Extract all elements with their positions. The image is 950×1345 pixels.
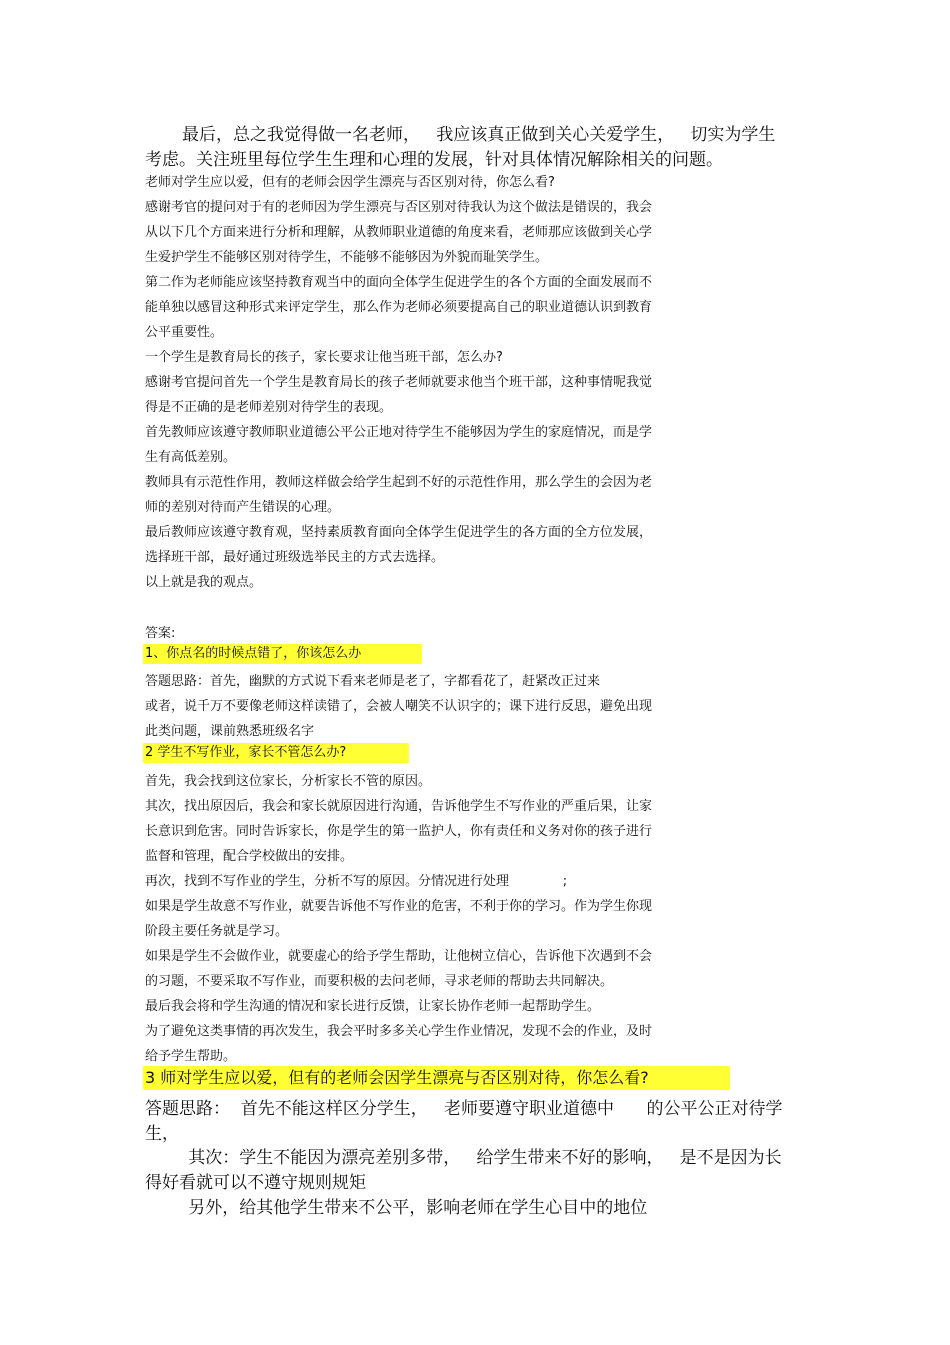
question-beauty: 老师对学生应以爱，但有的老师会因学生漂亮与否区别对待，你怎么看? — [145, 175, 555, 190]
paragraph-line: 如果是学生不会做作业，就要虚心的给予学生帮助，让他树立信心，告诉他下次遇到不会 — [145, 949, 653, 964]
paragraph-line: 阶段主要任务就是学习。 — [145, 924, 289, 939]
paragraph-line: 如果是学生故意不写作业，就要告诉他不写作业的危害，不利于你的学习。作为学生你现 — [145, 899, 653, 914]
answer-3-heading: 3 师对学生应以爱，但有的老师会因学生漂亮与否区别对待，你怎么看? — [143, 1066, 730, 1090]
paragraph-line: 得是不正确的是老师差别对待学生的表现。 — [145, 400, 393, 415]
paragraph-line: 首先，我会找到这位家长，分析家长不管的原因。 — [145, 774, 432, 789]
paragraph-line: 答题思路： 首先不能这样区分学生， 老师要遵守职业道德中 的公平公正对待学 — [145, 1099, 783, 1119]
answers-label: 答案: — [145, 626, 176, 641]
paragraph-line: 最后教师应该遵守教育观，坚持素质教育面向全体学生促进学生的各方面的全方位发展， — [145, 525, 653, 540]
paragraph-line: 从以下几个方面来进行分析和理解，从教师职业道德的角度来看，老师那应该做到关心学 — [145, 225, 653, 240]
paragraph-line: 答题思路：首先，幽默的方式说下看来老师是老了，字都看花了，赶紧改正过来 — [145, 674, 601, 689]
paragraph-line: 给予学生帮助。 — [145, 1049, 237, 1064]
paragraph-line: 生有高低差别。 — [145, 450, 237, 465]
paragraph-line: 选择班干部，最好通过班级选举民主的方式去选择。 — [145, 550, 445, 565]
paragraph-line: 以上就是我的观点。 — [145, 575, 263, 590]
paragraph-line: 此类问题，课前熟悉班级名字 — [145, 724, 315, 739]
intro-line-1: 最后，总之我觉得做一名老师， 我应该真正做到关心关爱学生， 切实为学生 — [182, 125, 776, 145]
paragraph-line: 感谢考官提问首先一个学生是教育局长的孩子老师就要求他当个班干部，这种事情呢我觉 — [145, 375, 653, 390]
paragraph-line: 师的差别对待而产生错误的心理。 — [145, 500, 341, 515]
paragraph-line: 再次，找到不写作业的学生，分析不写的原因。分情况进行处理 ; — [145, 874, 568, 889]
paragraph-line: 能单独以感冒这种形式来评定学生，那么作为老师必须要提高自己的职业道德认识到教育 — [145, 300, 653, 315]
question-cadre: 一个学生是教育局长的孩子，家长要求让他当班干部，怎么办? — [145, 350, 503, 365]
paragraph-line: 感谢考官的提问对于有的老师因为学生漂亮与否区别对待我认为这个做法是错误的，我会 — [145, 200, 653, 215]
paragraph-line: 或者，说千万不要像老师这样读错了，会被人嘲笑不认识字的；课下进行反思，避免出现 — [145, 699, 653, 714]
answer-2-heading: 2 学生不写作业，家长不管怎么办? — [143, 743, 409, 763]
paragraph-line: 生， — [145, 1124, 179, 1144]
paragraph-line: 公平重要性。 — [145, 325, 224, 340]
paragraph-line: 教师具有示范性作用，教师这样做会给学生起到不好的示范性作用，那么学生的会因为老 — [145, 475, 653, 490]
paragraph-line: 首先教师应该遵守教师职业道德公平公正地对待学生不能够因为学生的家庭情况，而是学 — [145, 425, 653, 440]
paragraph-line: 长意识到危害。同时告诉家长，你是学生的第一监护人，你有责任和义务对你的孩子进行 — [145, 824, 653, 839]
paragraph-line: 其次：学生不能因为漂亮差别多带， 给学生带来不好的影响， 是不是因为长 — [145, 1148, 782, 1168]
paragraph-line: 得好看就可以不遵守规则规矩 — [145, 1173, 366, 1193]
intro-line-2: 考虑。关注班里每位学生生理和心理的发展，针对具体情况解除相关的问题。 — [145, 150, 723, 170]
answer-1-heading: 1、你点名的时候点错了，你该怎么办 — [143, 644, 422, 664]
paragraph-line: 其次，找出原因后，我会和家长就原因进行沟通，告诉他学生不写作业的严重后果，让家 — [145, 799, 653, 814]
paragraph-line: 监督和管理，配合学校做出的安排。 — [145, 849, 354, 864]
paragraph-line: 第二作为老师能应该坚持教育观当中的面向全体学生促进学生的各个方面的全面发展而不 — [145, 275, 653, 290]
paragraph-line: 最后我会将和学生沟通的情况和家长进行反馈，让家长协作老师一起帮助学生。 — [145, 999, 601, 1014]
paragraph-line: 另外，给其他学生带来不公平，影响老师在学生心目中的地位 — [145, 1198, 648, 1218]
paragraph-line: 的习题，不要采取不写作业，而要积极的去问老师，寻求老师的帮助去共同解决。 — [145, 974, 614, 989]
paragraph-line: 为了避免这类事情的再次发生，我会平时多多关心学生作业情况，发现不会的作业，及时 — [145, 1024, 653, 1039]
paragraph-line: 生爱护学生不能够区别对待学生，不能够不能够因为外貌而耻笑学生。 — [145, 250, 549, 265]
